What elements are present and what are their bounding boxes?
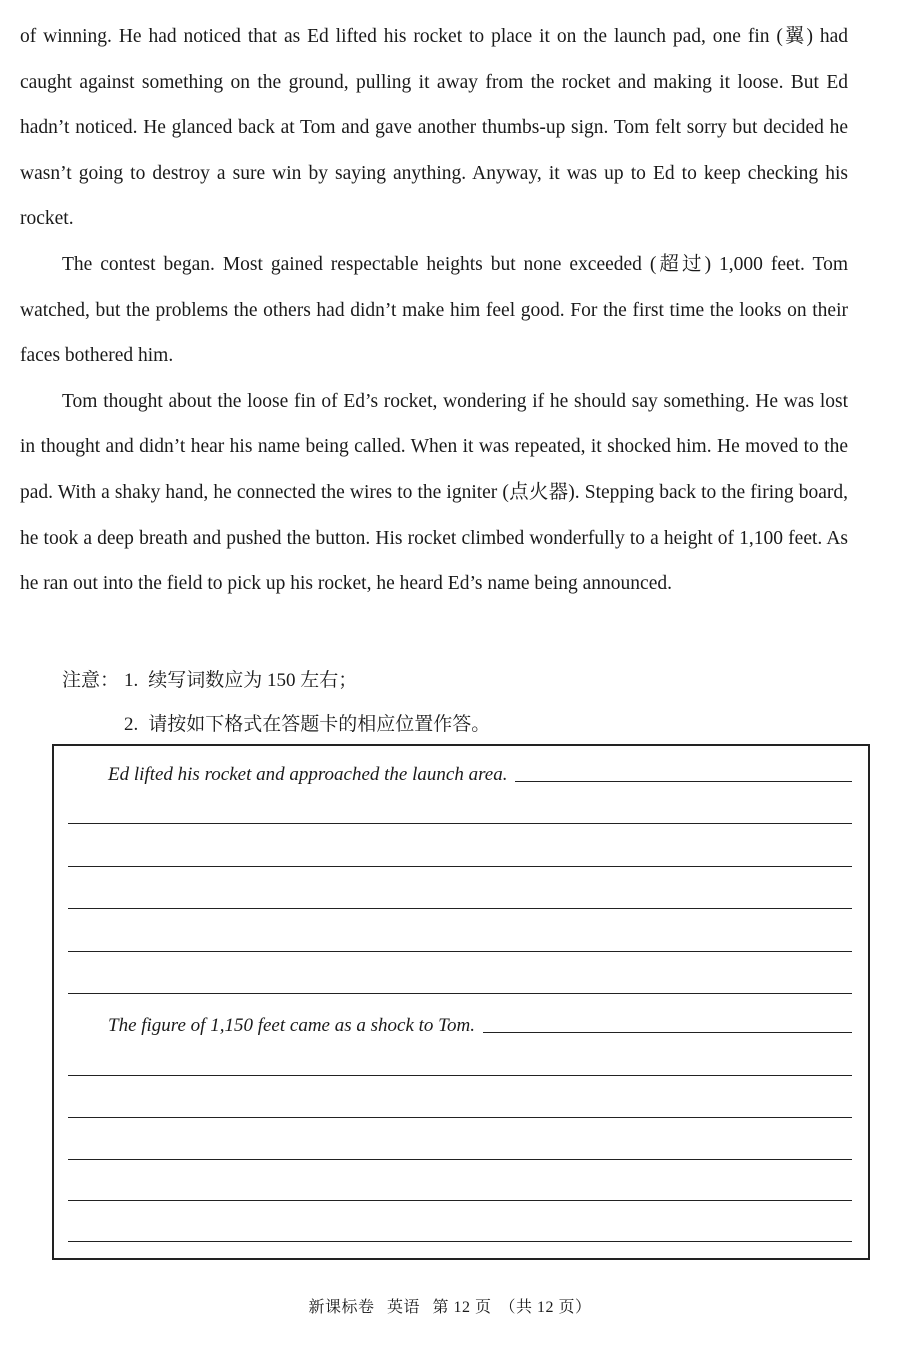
note-2-text: 请按如下格式在答题卡的相应位置作答。 (148, 714, 491, 735)
writing-line[interactable] (68, 951, 852, 952)
continuation-prompt-2: The figure of 1,150 feet came as a shock to Tom. (108, 1015, 475, 1036)
answer-box (52, 744, 870, 1260)
page-footer (0, 1294, 900, 1317)
writing-line[interactable] (68, 1117, 852, 1118)
footer-page-number: 第 12 页 (432, 1299, 492, 1316)
writing-blank-2[interactable] (483, 1032, 852, 1033)
passage-paragraph-2: The contest began. Most gained respectable heights but none exceeded (超过) 1,000 feet. Tom watched, but the problems the others had didn’t make him feel good. For the first time the looks on their faces bothered him. (20, 253, 848, 367)
writing-line[interactable] (68, 1159, 852, 1160)
note-2-number: 2. (124, 714, 139, 735)
writing-line[interactable] (68, 1241, 852, 1242)
writing-blank-1[interactable] (515, 781, 852, 782)
story-passage (20, 14, 848, 607)
footer-total-pages: （共 12 页） (499, 1299, 592, 1316)
passage-paragraph-1: of winning. He had noticed that as Ed lifted his rocket to place it on the launch pad, one fin (翼) had caught against something on the ground, pulling it away from the rocket and making it loose. But Ed hadn’t noticed. He glanced back at Tom and gave another thumbs-up sign. Tom felt sorry but decided he wasn’t going to destroy a sure win by saying anything. Anyway, it was up to Ed to keep checking his rocket. (20, 26, 848, 230)
footer-paper: 新课标卷 (308, 1299, 375, 1316)
footer-subject: 英语 (386, 1299, 420, 1316)
prompt-row-2 (108, 1015, 852, 1037)
writing-line[interactable] (68, 823, 852, 824)
passage-paragraph-3: Tom thought about the loose fin of Ed’s rocket, wondering if he should say something. He was lost in thought and didn’t hear his name being called. When it was repeated, it shocked him. He moved to the pad. With a shaky hand, he connected the wires to the igniter (点火器). Stepping back to the firing board, he took a deep breath and pushed the button. His rocket climbed wonderfully to a height of 1,100 feet. As he ran out into the field to pick up his rocket, he heard Ed’s name being announced. (20, 390, 848, 595)
note-item-2 (62, 703, 852, 747)
prompt-row-1 (108, 764, 852, 786)
writing-line[interactable] (68, 1075, 852, 1076)
writing-line[interactable] (68, 866, 852, 867)
writing-line[interactable] (68, 908, 852, 909)
continuation-prompt-1: Ed lifted his rocket and approached the launch area. (108, 764, 508, 785)
writing-notes (62, 659, 852, 747)
note-1-text: 续写词数应为 150 左右； (148, 670, 358, 691)
note-item-1 (62, 659, 852, 703)
writing-line[interactable] (68, 993, 852, 994)
note-1-number: 1. (124, 670, 139, 691)
notes-label: 注意： (62, 670, 120, 691)
writing-line[interactable] (68, 1200, 852, 1201)
